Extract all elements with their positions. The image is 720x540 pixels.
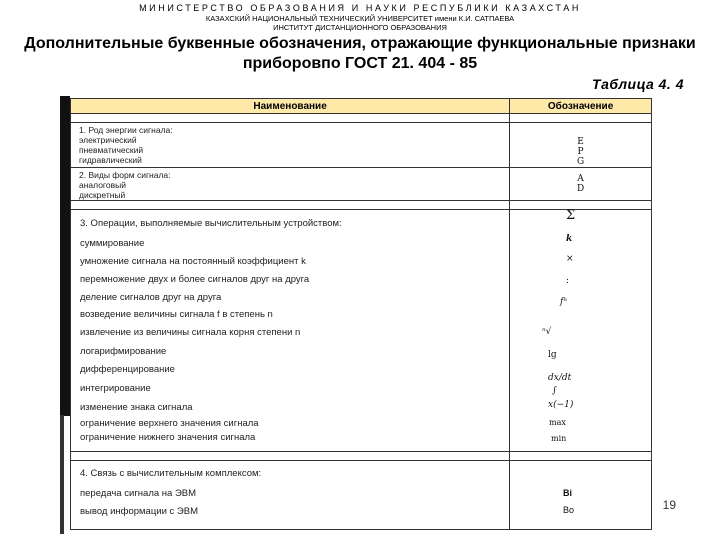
list-item: вывод информации с ЭВМ	[80, 506, 198, 517]
list-item: извлечение из величины сигнала корня степени n	[80, 327, 301, 338]
scan-left-edge-lower	[60, 415, 64, 534]
symbol: А	[577, 174, 584, 184]
section-2-cell	[71, 168, 510, 201]
symbol: ⁿ√	[542, 327, 552, 337]
section-heading: 4. Связь с вычислительным комплексом:	[80, 468, 262, 479]
section-heading: 3. Операции, выполняемые вычислительным устройством:	[80, 218, 342, 229]
column-header-name: Наименование	[71, 99, 510, 114]
symbol: :	[566, 276, 570, 286]
list-item: умножение сигнала на постоянный коэффициент k	[80, 256, 306, 267]
symbol: ∫	[552, 386, 557, 396]
symbol: Bi	[563, 488, 572, 498]
page-number: 19	[662, 498, 676, 512]
list-item: аналоговый	[79, 180, 126, 190]
list-item: суммирование	[80, 238, 145, 249]
page-title: Дополнительные буквенные обозначения, отражающие функциональные признаки приборовпо ГОСТ 21. 404 - 85	[24, 35, 696, 72]
list-item: дискретный	[79, 190, 126, 200]
list-item: ограничение нижнего значения сигнала	[80, 432, 256, 443]
institute-header: ИНСТИТУТ ДИСТАНЦИОННОГО ОБРАЗОВАНИЯ	[273, 23, 447, 32]
symbol: Bo	[563, 505, 575, 515]
table-caption: Таблица 4. 4	[592, 76, 684, 92]
symbol: x(−1)	[548, 400, 574, 410]
symbol: lg	[548, 350, 557, 360]
list-item: ограничение верхнего значения сигнала	[80, 418, 259, 429]
list-item: гидравлический	[79, 155, 142, 165]
symbol: dx/dt	[548, 373, 572, 383]
symbol: fⁿ	[560, 297, 567, 307]
symbol: max	[549, 418, 566, 427]
column-header-symbol: Обозначение	[510, 99, 652, 114]
symbol: ×	[566, 254, 574, 264]
section-1-cell	[71, 123, 510, 168]
list-item: логарифмирование	[80, 346, 167, 357]
list-item: электрический	[79, 135, 137, 145]
symbol: D	[576, 184, 585, 194]
list-item: интегрирование	[80, 383, 151, 394]
section-heading: 1. Род энергии сигнала:	[79, 125, 173, 135]
list-item: пневматический	[79, 145, 144, 155]
list-item: перемножение двух и более сигналов друг на друга	[80, 274, 310, 285]
symbol: min	[551, 434, 567, 443]
ministry-header: МИНИСТЕРСТВО ОБРАЗОВАНИЯ И НАУКИ РЕСПУБЛИКИ КАЗАХСТАН	[139, 3, 581, 13]
section-heading: 2. Виды форм сигнала:	[79, 170, 171, 180]
symbol: Р	[577, 147, 584, 157]
symbol: k	[566, 234, 573, 244]
university-header: КАЗАХСКИЙ НАЦИОНАЛЬНЫЙ ТЕХНИЧЕСКИЙ УНИВЕРСИТЕТ имени К.И. САТПАЕВА	[205, 14, 515, 23]
list-item: изменение знака сигнала	[80, 402, 193, 413]
symbol: G	[576, 157, 585, 167]
list-item: возведение величины сигнала f в степень n	[80, 309, 273, 320]
scan-left-edge	[60, 96, 70, 416]
list-item: деление сигналов друг на друга	[80, 292, 222, 303]
list-item: дифференцирование	[80, 364, 175, 375]
symbol: Σ	[566, 208, 576, 223]
list-item: передача сигнала на ЭВМ	[80, 488, 197, 499]
symbol: Е	[577, 137, 584, 147]
